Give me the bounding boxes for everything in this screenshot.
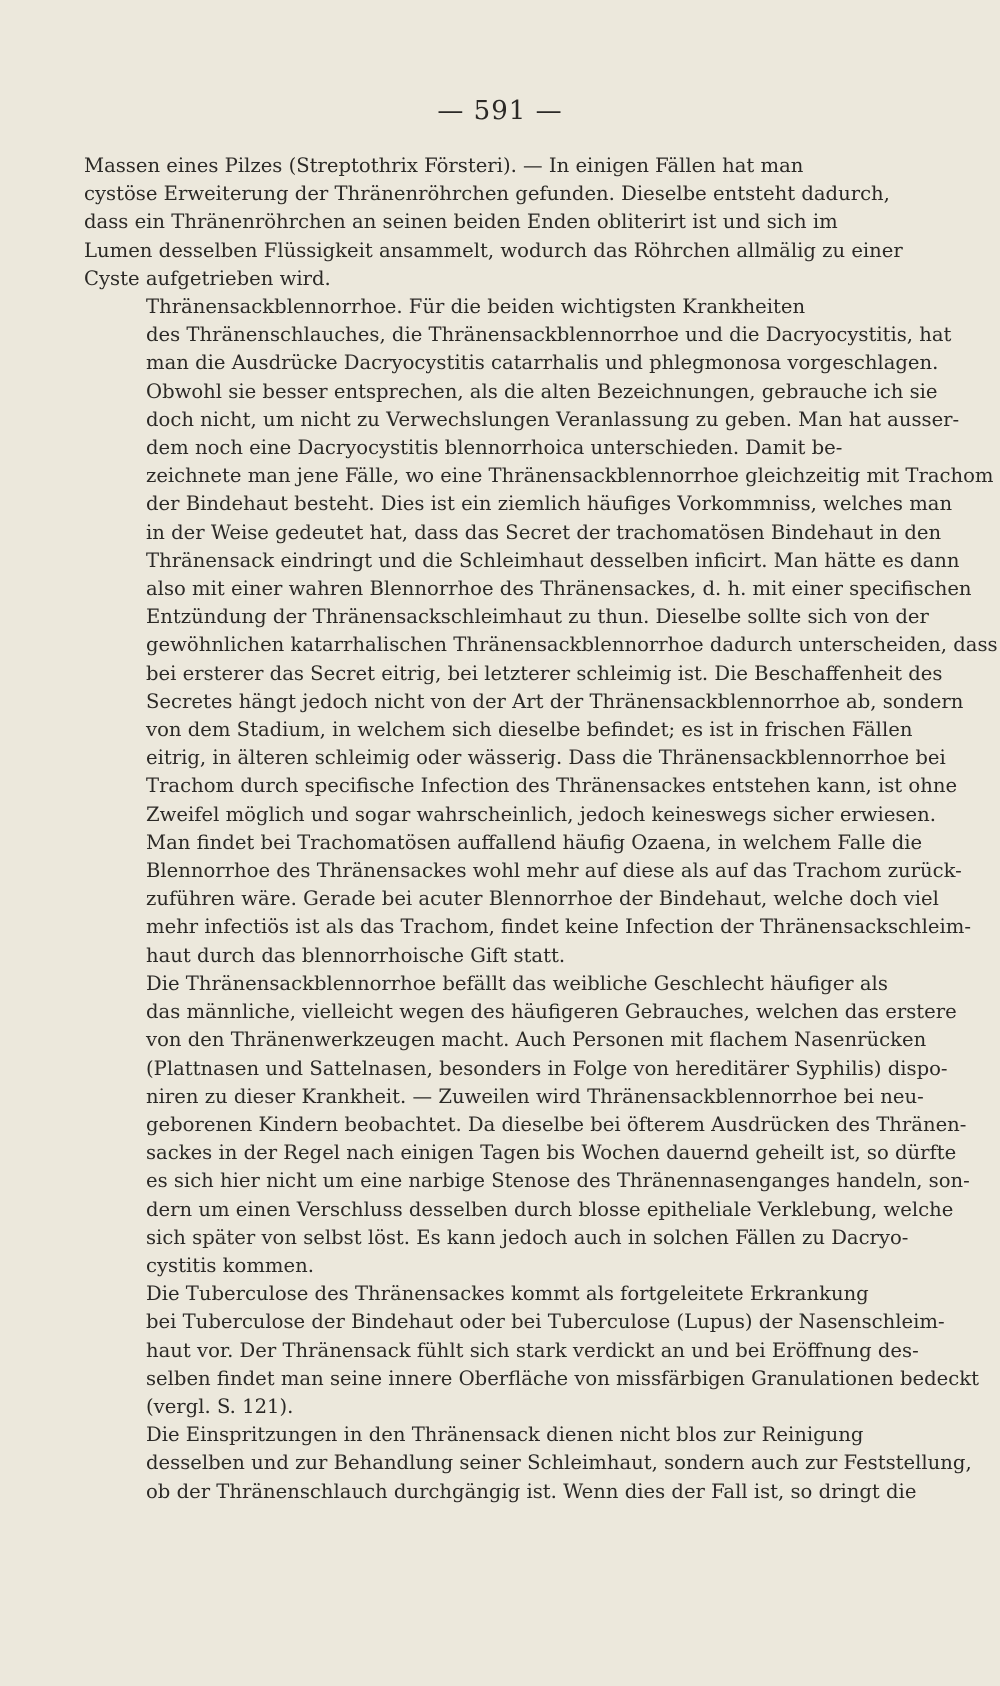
- text-line: Man findet bei Trachomatösen auffallend häufig Ozaena, in welchem Falle die: [146, 830, 923, 854]
- text-line: also mit einer wahren Blennorrhoe des Thränensackes, d. h. mit einer specifischen: [146, 577, 972, 601]
- text-line: man die Ausdrücke Dacryocystitis catarrhalis und phlegmonosa vorgeschlagen.: [146, 351, 939, 375]
- text-line: zuführen wäre. Gerade bei acuter Blennorrhoe der Bindehaut, welche doch viel: [146, 887, 939, 911]
- text-line: selben findet man seine innere Oberfläche von missfärbigen Granulationen bedeckt: [146, 1366, 979, 1390]
- text-line: von den Thränenwerkzeugen macht. Auch Personen mit flachem Nasenrücken: [146, 1028, 927, 1052]
- text-line: cystitis kommen.: [146, 1253, 314, 1277]
- text-line: Blennorrhoe des Thränensackes wohl mehr auf diese als auf das Trachom zurück-: [146, 859, 962, 883]
- text-line: Cyste aufgetrieben wird.: [84, 266, 331, 290]
- text-line: sackes in der Regel nach einigen Tagen bis Wochen dauernd geheilt ist, so dürfte: [146, 1141, 957, 1165]
- text-line: von dem Stadium, in welchem sich dieselbe befindet; es ist in frischen Fällen: [146, 718, 913, 742]
- text-line: Die Thränensackblennorrhoe befällt das weibliche Geschlecht häufiger als: [146, 971, 888, 995]
- text-line: es sich hier nicht um eine narbige Stenose des Thränennasenganges handeln, son-: [146, 1169, 970, 1193]
- page-body: [84, 152, 998, 1506]
- paragraph-tuberculose: [84, 1280, 979, 1421]
- text-line: dass ein Thränenröhrchen an seinen beiden Enden obliterirt ist und sich im: [84, 210, 838, 234]
- text-line: in der Weise gedeutet hat, dass das Secret der trachomatösen Bindehaut in den: [146, 520, 942, 544]
- text-line: Zweifel möglich und sogar wahrscheinlich, jedoch keineswegs sicher erwiesen.: [146, 802, 936, 826]
- text-line: Secretes hängt jedoch nicht von der Art der Thränensackblennorrhoe ab, sondern: [146, 689, 964, 713]
- text-line: Massen eines Pilzes (Streptothrix Försteri). — In einigen Fällen hat man: [84, 154, 804, 177]
- paragraph-blennorrhoe: [84, 293, 998, 970]
- text-line: das männliche, vielleicht wegen des häufigeren Gebrauches, welchen das erstere: [146, 1000, 957, 1024]
- text-line: Die Tuberculose des Thränensackes kommt als fortgeleitete Erkrankung: [146, 1282, 869, 1306]
- text-line: bei Tuberculose der Bindehaut oder bei Tuberculose (Lupus) der Nasenschleim-: [146, 1310, 945, 1334]
- text-line: haut vor. Der Thränensack fühlt sich stark verdickt an und bei Eröffnung des-: [146, 1338, 919, 1362]
- text-line: haut durch das blennorrhoische Gift statt.: [146, 943, 566, 967]
- text-line: Die Einspritzungen in den Thränensack dienen nicht blos zur Reinigung: [146, 1423, 864, 1447]
- paragraph-frequency: [84, 970, 970, 1280]
- text-line: niren zu dieser Krankheit. — Zuweilen wird Thränensackblennorrhoe bei neu-: [146, 1084, 924, 1108]
- text-line: eitrig, in älteren schleimig oder wässerig. Dass die Thränensackblennorrhoe bei: [146, 746, 946, 770]
- paragraph-einspritzungen: [84, 1421, 972, 1506]
- paragraph-cyst: [84, 152, 902, 293]
- text-line: dem noch eine Dacryocystitis blennorrhoica unterschieden. Damit be-: [146, 436, 843, 460]
- text-line: (vergl. S. 121).: [146, 1394, 294, 1418]
- text-line: sich später von selbst löst. Es kann jedoch auch in solchen Fällen zu Dacryo-: [146, 1225, 909, 1249]
- text-line: desselben und zur Behandlung seiner Schleimhaut, sondern auch zur Feststellung,: [146, 1451, 972, 1475]
- section-heading-line: Thränensackblennorrhoe. Für die beiden wichtigsten Krankheiten: [146, 295, 806, 319]
- text-line: Lumen desselben Flüssigkeit ansammelt, wodurch das Röhrchen allmälig zu einer: [84, 238, 903, 262]
- text-line: Thränensack eindringt und die Schleimhaut desselben inficirt. Man hätte es dann: [146, 548, 960, 572]
- text-line: Entzündung der Thränensackschleimhaut zu thun. Dieselbe sollte sich von der: [146, 605, 929, 629]
- text-line: cystöse Erweiterung der Thränenröhrchen gefunden. Dieselbe entsteht dadurch,: [84, 182, 890, 206]
- text-line: dern um einen Verschluss desselben durch blosse epitheliale Verklebung, welche: [146, 1197, 954, 1221]
- text-line: Trachom durch specifische Infection des Thränensackes entstehen kann, ist ohne: [146, 774, 958, 798]
- text-line: Obwohl sie besser entsprechen, als die alten Bezeichnungen, gebrauche ich sie: [146, 379, 938, 403]
- text-line: des Thränenschlauches, die Thränensackblennorrhoe und die Dacryocystitis, hat: [146, 323, 952, 347]
- text-line: mehr infectiös ist als das Trachom, findet keine Infection der Thränensackschleim-: [146, 915, 971, 939]
- text-line: der Bindehaut besteht. Dies ist ein ziemlich häufiges Vorkommniss, welches man: [146, 492, 953, 516]
- text-line: zeichnete man jene Fälle, wo eine Thränensackblennorrhoe gleichzeitig mit Trachom: [146, 464, 994, 488]
- text-line: ob der Thränenschlauch durchgängig ist. Wenn dies der Fall ist, so dringt die: [146, 1479, 917, 1503]
- text-line: geborenen Kindern beobachtet. Da dieselbe bei öfterem Ausdrücken des Thränen-: [146, 1112, 967, 1136]
- text-line: gewöhnlichen katarrhalischen Thränensackblennorrhoe dadurch unterscheiden, dass: [146, 633, 998, 657]
- text-line: (Plattnasen und Sattelnasen, besonders in Folge von hereditärer Syphilis) dispo-: [146, 1056, 948, 1080]
- text-line: bei ersterer das Secret eitrig, bei letzterer schleimig ist. Die Beschaffenheit des: [146, 661, 943, 685]
- page-number: — 591 —: [437, 96, 563, 126]
- text-line: doch nicht, um nicht zu Verwechslungen Veranlassung zu geben. Man hat ausser-: [146, 407, 960, 431]
